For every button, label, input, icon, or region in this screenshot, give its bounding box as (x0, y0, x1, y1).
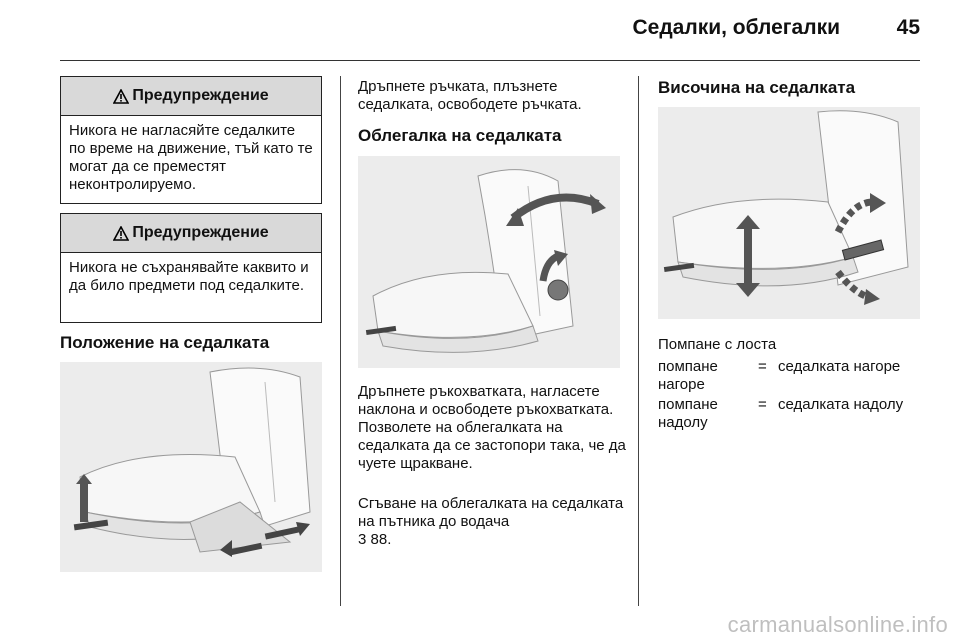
warning-triangle-icon (113, 89, 129, 104)
table-cell-result: седалката нагоре (778, 358, 901, 375)
page-number: 45 (896, 16, 920, 39)
backrest-figure (358, 156, 620, 368)
seat-adjust-instruction: Дръпнете ръчката, плъзнете седалката, освободете ръчката. (358, 78, 582, 113)
header-divider (60, 60, 920, 61)
seat-position-figure (60, 362, 322, 572)
column-divider-right (638, 76, 639, 606)
table-cell-action: помпане нагоре (658, 358, 718, 393)
table-row (658, 396, 920, 432)
warning-text: Никога не съхранявайте каквито и да било предмети под седалките. (69, 259, 309, 294)
warning-box-2 (60, 213, 322, 323)
warning-text: Никога не нагласяйте седалките по време на движение, тъй като те могат да се преместят неконтролируемо. (69, 122, 313, 193)
section-heading-backrest: Облегалка на седалката (358, 126, 562, 145)
column-divider-left (340, 76, 341, 606)
table-cell-equals: = (758, 396, 767, 413)
section-heading-seat-height: Височина на седалката (658, 78, 856, 97)
figure-caption: Помпане с лоста (658, 336, 777, 353)
warning-header (61, 214, 321, 253)
warning-title: Предупреждение (132, 224, 269, 241)
watermark: carmanualsonline.info (727, 612, 948, 637)
seat-height-figure (658, 107, 920, 319)
section-heading-seat-position: Положение на седалката (60, 333, 270, 352)
page-reference-link[interactable]: 3 88. (358, 531, 392, 548)
warning-triangle-icon (113, 226, 129, 241)
page-header-title: Седалки, облегалки (632, 16, 840, 39)
warning-header (61, 77, 321, 116)
table-cell-equals: = (758, 358, 767, 375)
table-cell-result: седалката надолу (778, 396, 904, 413)
backrest-instruction: Дръпнете ръкохватката, нагласете наклона и освободете ръкохватката. Позволете на облегалката на седалката да се застопори така, че да чуете щракване. (358, 383, 626, 472)
table-row (658, 358, 920, 394)
warning-title: Предупреждение (132, 87, 269, 104)
backrest-fold-note: Сгъване на облегалката на седалката на пътника до водача (358, 495, 624, 530)
height-adjust-table (658, 358, 920, 432)
warning-box-1 (60, 76, 322, 204)
table-cell-action: помпане надолу (658, 396, 718, 431)
